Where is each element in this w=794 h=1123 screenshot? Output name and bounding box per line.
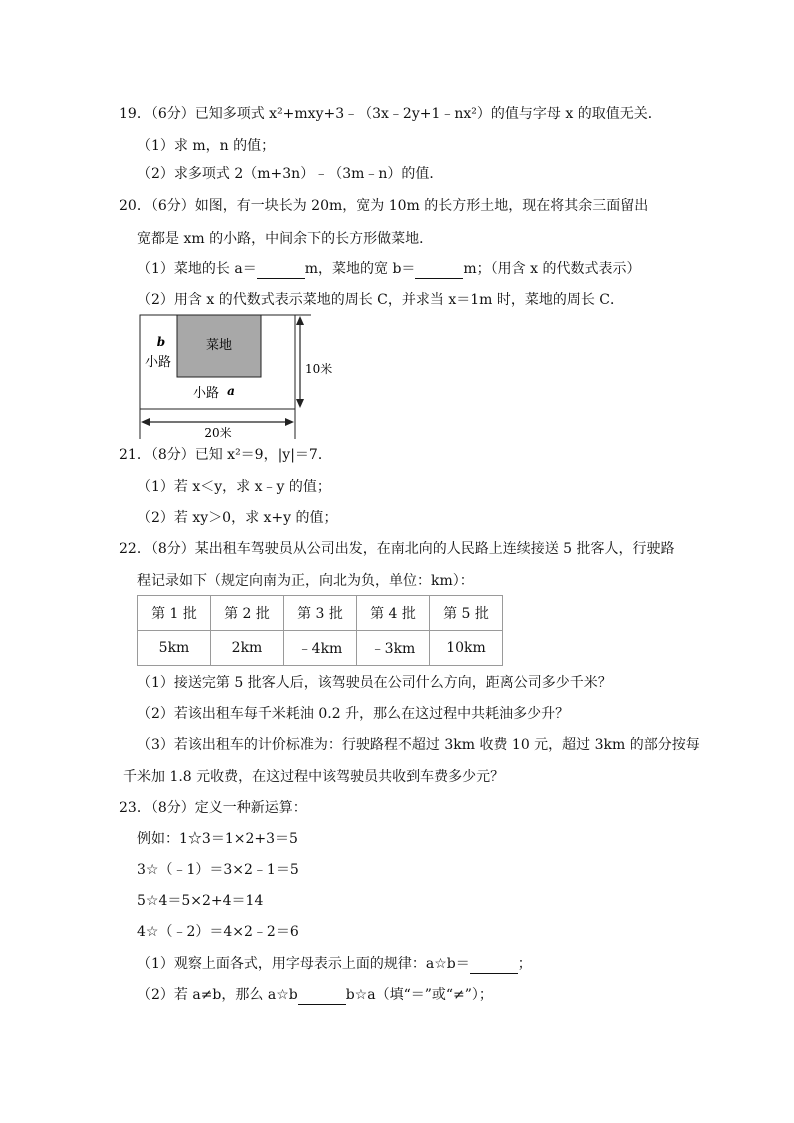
q20-stem-line2: 宽都是 xm 的小路，中间余下的长方形做菜地．: [137, 231, 434, 247]
height-label: 10米: [305, 362, 333, 376]
q23-part1: [137, 954, 532, 974]
q23-part2-end: b☆a（填“＝”或“≠”）；: [345, 987, 493, 1003]
q23-stem: 23．（8分）定义一种新运算：: [119, 800, 307, 816]
answer-blank-compare[interactable]: [298, 990, 346, 1005]
q22-part3-line1: （3）若该出租车的计价标准为：行驶路程不超过 3km 收费 10 元，超过 3km 的部分按每: [137, 737, 700, 753]
table-cell: 2km: [211, 631, 284, 666]
table-header-cell: 第 3 批: [284, 596, 357, 631]
q20-part2: （2）用含 x 的代数式表示菜地的周长 C，并求当 x＝1m 时，菜地的周长 C．: [137, 292, 625, 308]
q20-part1-text-b: m，菜地的宽 b＝: [304, 261, 416, 277]
mileage-table: [137, 595, 503, 666]
table-header-cell: 第 1 批: [138, 596, 211, 631]
q23-example-4: 4☆（﹣2）＝4×2﹣2＝6: [137, 924, 299, 940]
q21-stem: 21．（8分）已知 x²＝9，|y|＝7．: [119, 447, 332, 463]
q23-example-2: 3☆（﹣1）＝3×2﹣1＝5: [137, 862, 299, 878]
arrow-right-icon: [285, 418, 294, 426]
table-header-row: [138, 596, 503, 631]
table-cell: 5km: [138, 631, 211, 666]
q20-part1-text-a: （1）菜地的长 a＝: [137, 261, 257, 277]
q21-part2: （2）若 xy＞0，求 x+y 的值；: [137, 510, 338, 526]
q23-example-3: 5☆4＝5×2+4＝14: [137, 893, 264, 909]
answer-blank-rule[interactable]: [470, 959, 518, 974]
table-header-cell: 第 4 批: [357, 596, 430, 631]
q22-part3-line2: 千米加 1.8 元收费，在这过程中该驾驶员共收到车费多少元？: [123, 769, 505, 785]
land-diagram: [136, 311, 341, 441]
path-left-label: 小路: [144, 355, 172, 370]
q23-part2-text: （2）若 a≠b，那么 a☆b: [137, 987, 298, 1003]
q20-part1-text-c: m；（用含 x 的代数式表示）: [463, 261, 641, 277]
table-cell: 10km: [430, 631, 503, 666]
q22-part1: （1）接送完第 5 批客人后，该驾驶员在公司什么方向，距离公司多少千米？: [137, 675, 612, 691]
q22-stem-line1: 22．（8分）某出租车驾驶员从公司出发，在南北向的人民路上连续接送 5 批客人，行驶路: [119, 541, 675, 557]
q23-part1-end: ；: [517, 956, 532, 972]
arrow-down-icon: [296, 399, 304, 408]
table-cell: ﹣4km: [284, 631, 357, 666]
q20-part1: [137, 259, 640, 279]
q23-part1-text: （1）观察上面各式，用字母表示上面的规律：a☆b＝: [137, 956, 470, 972]
q21-part1: （1）若 x＜y，求 x﹣y 的值；: [137, 479, 331, 495]
label-b: b: [156, 335, 166, 349]
garden-label: 菜地: [205, 338, 233, 353]
label-a: a: [227, 384, 235, 398]
q19-stem: 19．（6分）已知多项式 x²+mxy+3﹣（3x﹣2y+1﹣nx²）的值与字母 x 的取值无关．: [119, 106, 662, 122]
table-header-cell: 第 2 批: [211, 596, 284, 631]
q23-part2: [137, 985, 493, 1005]
answer-blank-b[interactable]: [415, 264, 463, 279]
q19-part1: （1）求 m，n 的值；: [137, 138, 276, 154]
q19-part2: （2）求多项式 2（m+3n）﹣（3m﹣n）的值．: [137, 166, 444, 182]
table-header-cell: 第 5 批: [430, 596, 503, 631]
answer-blank-a[interactable]: [257, 264, 305, 279]
q23-example-1: 例如：1☆3＝1×2+3＝5: [137, 831, 298, 847]
arrow-up-icon: [296, 316, 304, 325]
q22-part2: （2）若该出租车每千米耗油 0.2 升，那么在这过程中共耗油多少升？: [137, 706, 570, 722]
arrow-left-icon: [141, 418, 150, 426]
q20-stem-line1: 20．（6分）如图，有一块长为 20m，宽为 10m 的长方形土地，现在将其余三面留出: [119, 198, 649, 214]
table-row: [138, 631, 503, 666]
q22-stem-line2: 程记录如下（规定向南为正，向北为负，单位：km）：: [137, 573, 474, 589]
table-cell: ﹣3km: [357, 631, 430, 666]
path-bottom-label: 小路: [192, 386, 220, 401]
width-label: 20米: [204, 426, 232, 440]
